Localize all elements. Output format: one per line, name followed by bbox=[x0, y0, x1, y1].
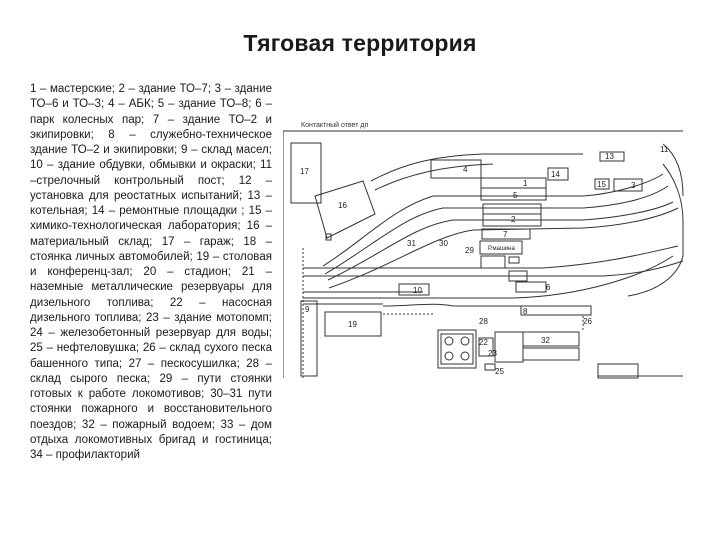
label-16: 16 bbox=[338, 201, 347, 210]
building-32 bbox=[523, 332, 579, 346]
label-32: 32 bbox=[541, 336, 550, 345]
slide-title: Тяговая территория bbox=[243, 30, 477, 56]
plan-top-label: Контактный ответ дп bbox=[301, 122, 369, 129]
building-2 bbox=[483, 204, 541, 214]
label-11: 11 bbox=[660, 145, 669, 154]
building-1 bbox=[481, 178, 546, 188]
label-6: 6 bbox=[546, 283, 551, 292]
label-22: 22 bbox=[479, 338, 488, 347]
label-26: 26 bbox=[583, 317, 592, 326]
label-17: 17 bbox=[300, 167, 309, 176]
label-14: 14 bbox=[551, 170, 560, 179]
label-12-caption: Р.машина bbox=[488, 246, 515, 252]
label-15: 15 bbox=[597, 180, 606, 189]
label-10: 10 bbox=[413, 286, 422, 295]
label-5: 5 bbox=[513, 191, 518, 200]
building-6 bbox=[516, 282, 546, 292]
label-31: 31 bbox=[407, 239, 416, 248]
building-8 bbox=[521, 306, 591, 315]
label-13: 13 bbox=[605, 152, 614, 161]
label-3: 3 bbox=[631, 181, 636, 190]
track-loop bbox=[628, 164, 683, 296]
label-4: 4 bbox=[463, 165, 468, 174]
label-19: 19 bbox=[348, 320, 357, 329]
label-23: 23 bbox=[488, 349, 497, 358]
label-30: 30 bbox=[439, 239, 448, 248]
building-30-block bbox=[481, 256, 505, 268]
depot-site-plan bbox=[283, 116, 698, 384]
building-4 bbox=[431, 160, 481, 178]
label-9: 9 bbox=[305, 305, 310, 314]
label-1: 1 bbox=[523, 179, 528, 188]
label-8: 8 bbox=[523, 307, 528, 316]
label-28: 28 bbox=[479, 317, 488, 326]
building-22 bbox=[438, 330, 476, 368]
label-7: 7 bbox=[503, 230, 508, 239]
label-2: 2 bbox=[511, 215, 516, 224]
legend-text: 1 – мастерские; 2 – здание ТО–7; 3 – здание ТО–6 и ТО–3; 4 – АБК; 5 – здание ТО–8; 6 – парк колесных пар; 7 – здание ТО–2 и экипировки; 8 – служебно-техническое здание ТО–2 и экипировки; 9 – склад масел; 10 – здание обдувки, обмывки и окраски; 11 –стрелочный контрольный пост; 12 – установка для реостатных испытаний; 13 – котельная; 14 – ремонтные площадки ; 15 – химико-технологическая лаборатория; 16 – материальный склад; 17 – гараж; 18 – стоянка личных автомобилей; 19 – столовая и конференц-зал; 20 – стадион; 21 – наземные металлические резервуары для дизельного топлива; 22 – насосная дизельного топлива; 23 – здание мотопомп; 24 – железобетонный резервуар для воды; 25 – нефтеловушка; 26 – склад сухого песка башенного типа; 27 – пескосушилка; 28 – склад сырого песка; 29 – пути стоянки готовых к работе локомотивов; 30–31 пути стоянки пожарного и восстановительного поездов; 32 – пожарный водоем; 33 – дом отдыха локомотивных бригад и гостиница; 34 – профилакторий bbox=[30, 83, 272, 461]
label-25: 25 bbox=[495, 367, 504, 376]
label-29: 29 bbox=[465, 246, 474, 255]
